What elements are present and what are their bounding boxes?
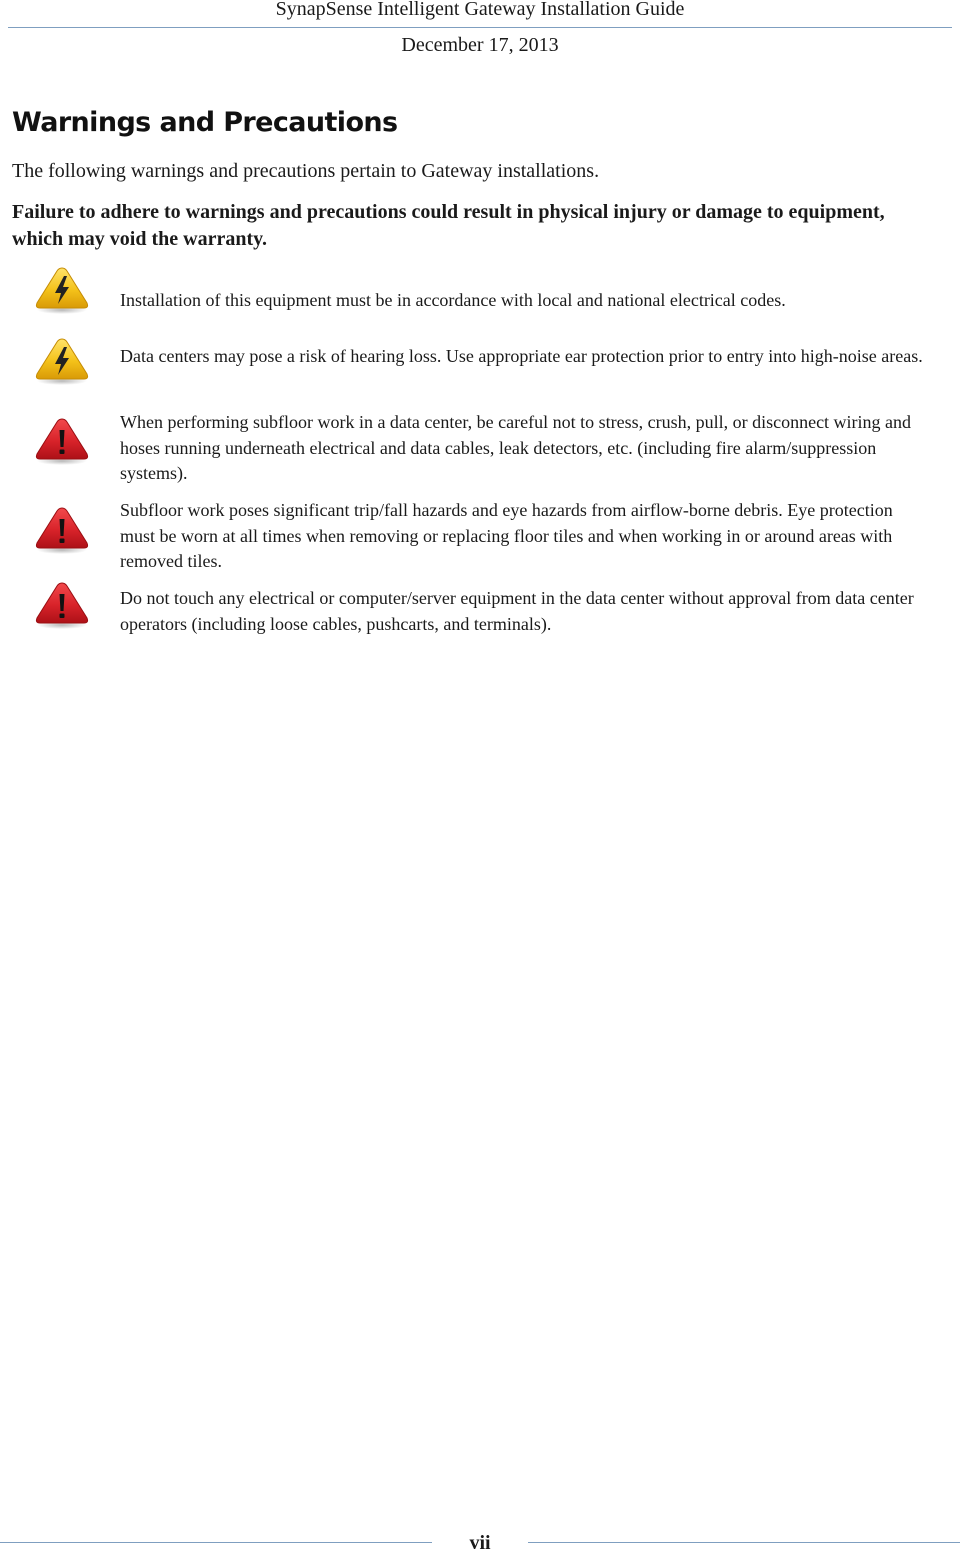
warning-text: Do not touch any electrical or computer/server equipment in the data center without approval from data center operators (including loose cables, pushcarts, and terminals). xyxy=(120,588,914,634)
electrical-hazard-icon xyxy=(34,265,90,315)
caution-icon xyxy=(34,580,90,630)
warning-text: Data centers may pose a risk of hearing loss. Use appropriate ear protection prior to entry into high-noise areas. xyxy=(120,346,923,366)
warning-text: Installation of this equipment must be in accordance with local and national electrical codes. xyxy=(120,290,786,310)
document-title: SynapSense Intelligent Gateway Installation Guide xyxy=(275,0,685,20)
footer-divider-left xyxy=(0,1542,432,1543)
caution-icon xyxy=(34,416,90,466)
header-divider xyxy=(8,27,952,28)
failure-notice: Failure to adhere to warnings and precautions could result in physical injury or damage to equipment, which may void the warranty. xyxy=(12,201,885,250)
footer-divider-right xyxy=(528,1542,960,1543)
document-date: December 17, 2013 xyxy=(401,34,559,56)
electrical-hazard-icon xyxy=(34,336,90,386)
page-number: vii xyxy=(469,1532,491,1554)
warning-text: When performing subfloor work in a data center, be careful not to stress, crush, pull, or disconnect wiring and hoses running underneath electrical and data cables, leak detectors, etc. (including fire alarm/suppression systems). xyxy=(120,412,912,483)
caution-icon xyxy=(34,505,90,555)
intro-paragraph: The following warnings and precautions pertain to Gateway installations. xyxy=(12,160,600,182)
section-title: Warnings and Precautions xyxy=(12,107,398,138)
warning-text: Subfloor work poses significant trip/fall hazards and eye hazards from airflow-borne debris. Eye protection must be worn at all times when removing or replacing floor tiles and when working in or around areas with removed tiles. xyxy=(120,500,893,571)
